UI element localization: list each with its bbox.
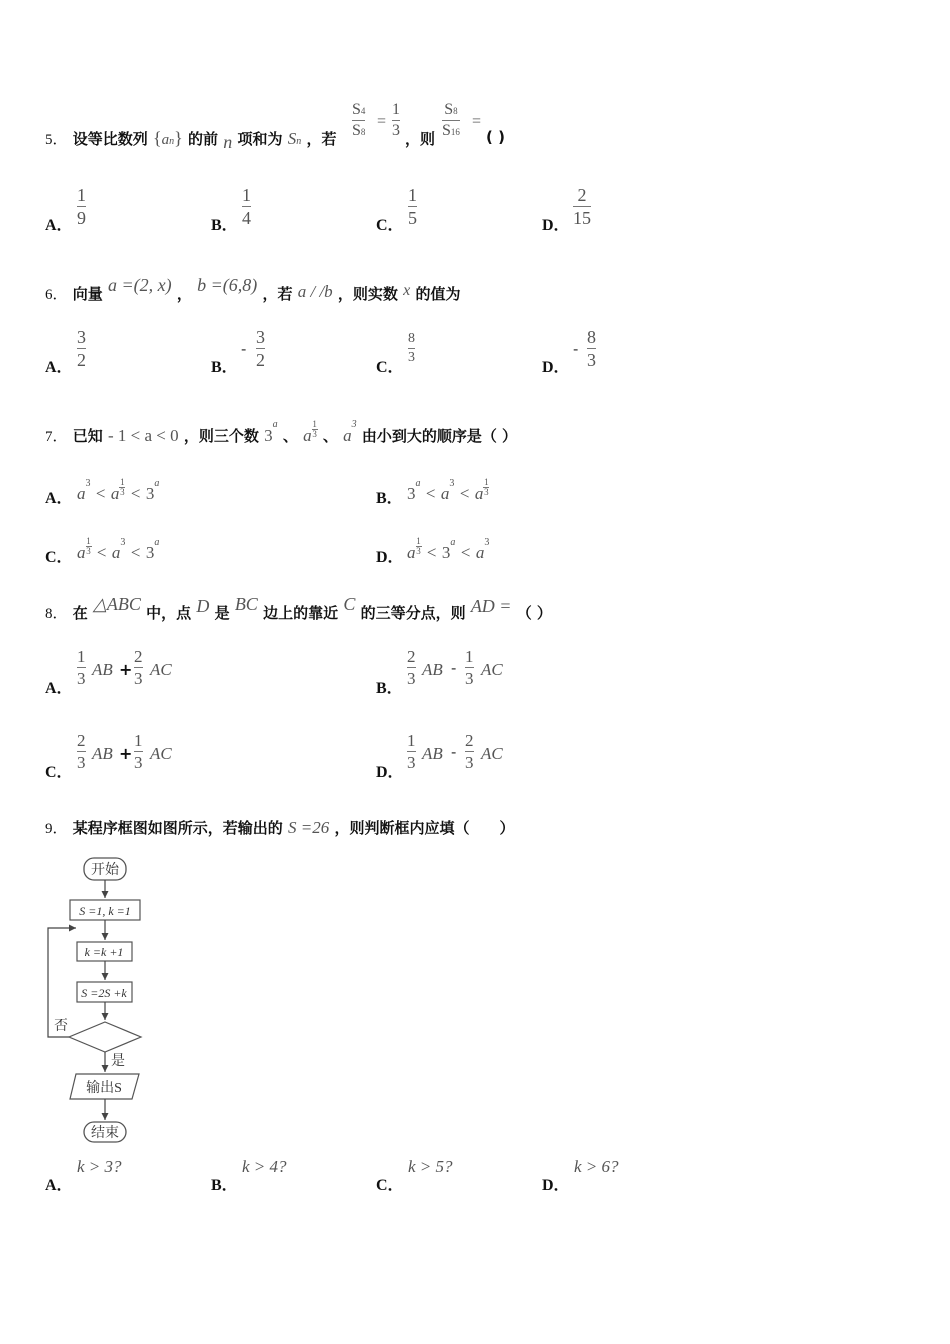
option-b-ordering[interactable]: $3^a < a^3 < a$ $\frac{1}{3}$ [407, 477, 489, 503]
sequence-brace: { [153, 128, 162, 148]
vector-AC: AC [150, 660, 172, 679]
frac-num-sub: 8 [453, 106, 458, 116]
option-label[interactable]: A． [45, 490, 73, 507]
stem-text: ，若 [306, 130, 337, 148]
stem-text: ，则 [405, 130, 436, 148]
separator: 、 [322, 427, 338, 445]
frac-den: 3 [587, 350, 596, 370]
frac-num: 3 [256, 327, 265, 347]
option-c-ordering[interactable]: a $\frac{1}{3}$ < $a^3 < 3^a$ [77, 536, 160, 562]
frac-num: 1 [134, 731, 143, 750]
sequence-term: a [161, 132, 170, 148]
option-c-fraction[interactable] [408, 332, 415, 365]
stem-text: ，则判断框内应填（ ） [334, 819, 515, 837]
less-than: < [459, 484, 470, 503]
frac-num: 2 [465, 731, 474, 750]
option-c-condition[interactable]: k > 5? [408, 1157, 453, 1176]
option-label[interactable]: B． [376, 490, 403, 507]
option-b-fraction[interactable] [242, 186, 251, 227]
exponent: 3 [351, 419, 357, 430]
option-label[interactable]: A． [45, 359, 73, 376]
option-label[interactable]: D． [376, 764, 404, 781]
option-c-fraction[interactable] [408, 186, 417, 227]
question-number: 7． [45, 429, 68, 445]
frac-num: 2 [134, 647, 143, 666]
frac-den: 3 [407, 669, 416, 688]
option-a-condition[interactable]: k > 3? [77, 1157, 122, 1176]
frac-den: 9 [77, 208, 86, 228]
answer-paren: ( ) [486, 128, 505, 146]
question-8-stem [45, 594, 552, 623]
vector-AD: AD = [470, 596, 512, 616]
answer-paren: （ ） [516, 604, 552, 622]
frac-num: 8 [408, 331, 415, 346]
frac-num: 2 [577, 185, 587, 205]
expr-3-pow-a [264, 419, 278, 445]
less-than: < [130, 484, 141, 503]
stem-text: 设等比数列 [72, 130, 148, 148]
less-than: < [425, 484, 436, 503]
exponent: a [272, 419, 278, 430]
flow-start-label: 开始 [91, 863, 119, 878]
frac-den: 15 [573, 208, 591, 228]
flow-init-label: S =1, k =1 [79, 904, 131, 918]
base: 3 [264, 426, 273, 445]
less-than: < [96, 543, 107, 562]
frac-den: S [352, 122, 361, 139]
option-a-fraction[interactable] [77, 186, 86, 227]
option-label[interactable]: D． [542, 217, 570, 234]
frac-den: 3 [77, 753, 86, 772]
flow-no-label: 否 [54, 1019, 68, 1034]
option-label[interactable]: C． [45, 549, 73, 566]
q5-frac-one-third [392, 102, 400, 139]
stem-text: 中，点 [146, 604, 192, 622]
vector-AB: AB [92, 744, 113, 763]
stem-text: 是 [214, 604, 230, 622]
question-number: 6． [45, 287, 68, 303]
frac-den: 3 [134, 753, 143, 772]
flow-yes-label: 是 [111, 1054, 125, 1069]
operator: - [451, 744, 457, 761]
option-label[interactable]: A． [45, 680, 73, 697]
operator: + [119, 744, 133, 763]
vector-AC: AC [150, 744, 172, 763]
frac-num: 2 [407, 647, 416, 666]
base: a [343, 426, 352, 445]
stem-text: 边上的靠近 [263, 604, 339, 622]
vector-AB: AB [422, 660, 443, 679]
vector-a: a =(2, x) [108, 275, 172, 295]
frac-num: S [444, 101, 454, 118]
stem-text: 已知 [72, 427, 103, 445]
vector-AC: AC [481, 660, 503, 679]
frac-den: 3 [134, 669, 143, 688]
parallel-condition: a / /b [297, 282, 333, 301]
less-than: < [95, 484, 106, 503]
stem-text: 某程序框图如图所示，若输出的 [72, 819, 283, 837]
option-b-condition[interactable]: k > 4? [242, 1157, 287, 1176]
frac-num: 8 [587, 327, 596, 347]
frac-num: 2 [77, 731, 86, 750]
stem-text: 向量 [72, 285, 103, 303]
frac-den: 3 [77, 669, 86, 688]
var-Sn: S [287, 129, 297, 148]
frac-num: S [352, 101, 361, 118]
var-Sn-subscript: n [296, 136, 302, 147]
option-d-condition[interactable]: k > 6? [574, 1157, 619, 1176]
option-label[interactable]: D． [542, 1177, 570, 1194]
vector-AB: AB [92, 660, 113, 679]
frac-num: 1 [408, 185, 417, 205]
var-n: n [223, 132, 233, 152]
option-d-ordering[interactable]: a $\frac{1}{3}$ < $3^a < a^3$ [407, 536, 490, 562]
stem-text: 的前 [188, 130, 219, 148]
frac-num: 3 [77, 327, 86, 347]
point-C: C [343, 594, 356, 614]
stem-text: 项和为 [237, 130, 283, 148]
question-number: 8． [45, 606, 68, 622]
separator: 、 [282, 427, 298, 445]
var-x: x [403, 282, 411, 299]
option-label[interactable]: D． [542, 359, 570, 376]
frac-num: 1 [242, 185, 251, 205]
frac-den-sub: 8 [360, 127, 366, 137]
frac-den-sub: 16 [450, 127, 460, 137]
flow-update-label: S =2S +k [81, 986, 127, 1000]
frac-num: 1 [392, 101, 400, 118]
flow-output-label: 输出S [86, 1081, 122, 1096]
expr-a-cubed [343, 419, 357, 445]
option-a-fraction[interactable] [77, 328, 86, 369]
option-d-fraction[interactable] [573, 186, 591, 227]
frac-den: 2 [77, 350, 86, 370]
minus-sign: - [573, 341, 579, 358]
frac-den: 2 [256, 350, 265, 370]
less-than: < [130, 543, 141, 562]
less-than: < [426, 543, 437, 562]
question-7-stem [45, 419, 518, 453]
question-number: 9． [45, 821, 68, 837]
frac-den: 3 [392, 122, 400, 139]
expr-a-pow-third [303, 419, 318, 445]
flow-decision-node [69, 1022, 141, 1052]
sequence-term-subscript: n [169, 136, 175, 147]
point-D: D [196, 596, 210, 616]
frac-num-sub: 4 [360, 106, 366, 116]
question-5-stem [45, 128, 337, 152]
sequence-brace-close: } [174, 128, 183, 148]
frac-den: 3 [465, 753, 474, 772]
exp-den: 3 [312, 429, 317, 439]
flow-increment-label: k =k +1 [84, 945, 124, 959]
question-number: 5． [45, 132, 68, 148]
vector-b: b =(6,8) [197, 275, 258, 295]
frac-num: 1 [77, 185, 86, 205]
triangle-abc: △ABC [93, 594, 141, 614]
option-label[interactable]: B． [211, 217, 238, 234]
stem-text: ， [176, 285, 192, 303]
stem-text: ，则实数 [337, 285, 398, 303]
frac-den: 3 [408, 350, 415, 365]
option-b-fraction[interactable] [256, 328, 265, 369]
stem-text: 的三等分点，则 [360, 604, 466, 622]
question-9-stem [45, 817, 514, 838]
vector-AB: AB [422, 744, 443, 763]
option-label[interactable]: C． [376, 217, 404, 234]
option-a-ordering[interactable]: $a^3 < a$ $\frac{1}{3}$ < 3$^a$ [77, 477, 160, 503]
operator: - [451, 660, 457, 677]
option-d-fraction[interactable] [587, 328, 596, 369]
frac-num: 1 [77, 647, 86, 666]
option-label[interactable]: B． [376, 680, 403, 697]
flowchart [40, 850, 160, 1150]
output-condition: S =26 [288, 818, 330, 837]
option-label[interactable]: B． [211, 1177, 238, 1194]
minus-sign: - [241, 341, 247, 358]
frac-num: 1 [407, 731, 416, 750]
vector-AC: AC [481, 744, 503, 763]
option-label[interactable]: C． [376, 359, 404, 376]
stem-text: 在 [72, 604, 88, 622]
stem-text: 的值为 [415, 285, 461, 303]
stem-text: ，则三个数 [183, 427, 259, 445]
less-than: < [460, 543, 471, 562]
q5-frac-s4-s8 [352, 102, 365, 139]
frac-den: S [442, 122, 451, 139]
option-label[interactable]: B． [211, 359, 238, 376]
base: a [303, 426, 312, 445]
stem-text: 由小到大的顺序是（ ） [361, 427, 518, 445]
operator: + [119, 660, 133, 679]
frac-den: 4 [242, 208, 251, 228]
equals-sign: = [377, 113, 387, 130]
q5-frac-s8-s16 [442, 102, 460, 139]
flow-end-label: 结束 [91, 1126, 119, 1141]
equals-sign: = [472, 113, 482, 130]
exp-num: 1 [312, 419, 317, 429]
stem-text: ，若 [262, 285, 293, 303]
frac-den: 3 [407, 753, 416, 772]
frac-den: 3 [465, 669, 474, 688]
option-label[interactable]: A． [45, 1177, 73, 1194]
option-label[interactable]: A． [45, 217, 73, 234]
question-6-stem [45, 275, 461, 304]
option-label[interactable]: D． [376, 549, 404, 566]
option-label[interactable]: C． [45, 764, 73, 781]
condition: - 1 < a < 0 [108, 426, 179, 445]
frac-den: 5 [408, 208, 417, 228]
frac-num: 1 [465, 647, 474, 666]
segment-BC: BC [234, 594, 258, 614]
option-label[interactable]: C． [376, 1177, 404, 1194]
